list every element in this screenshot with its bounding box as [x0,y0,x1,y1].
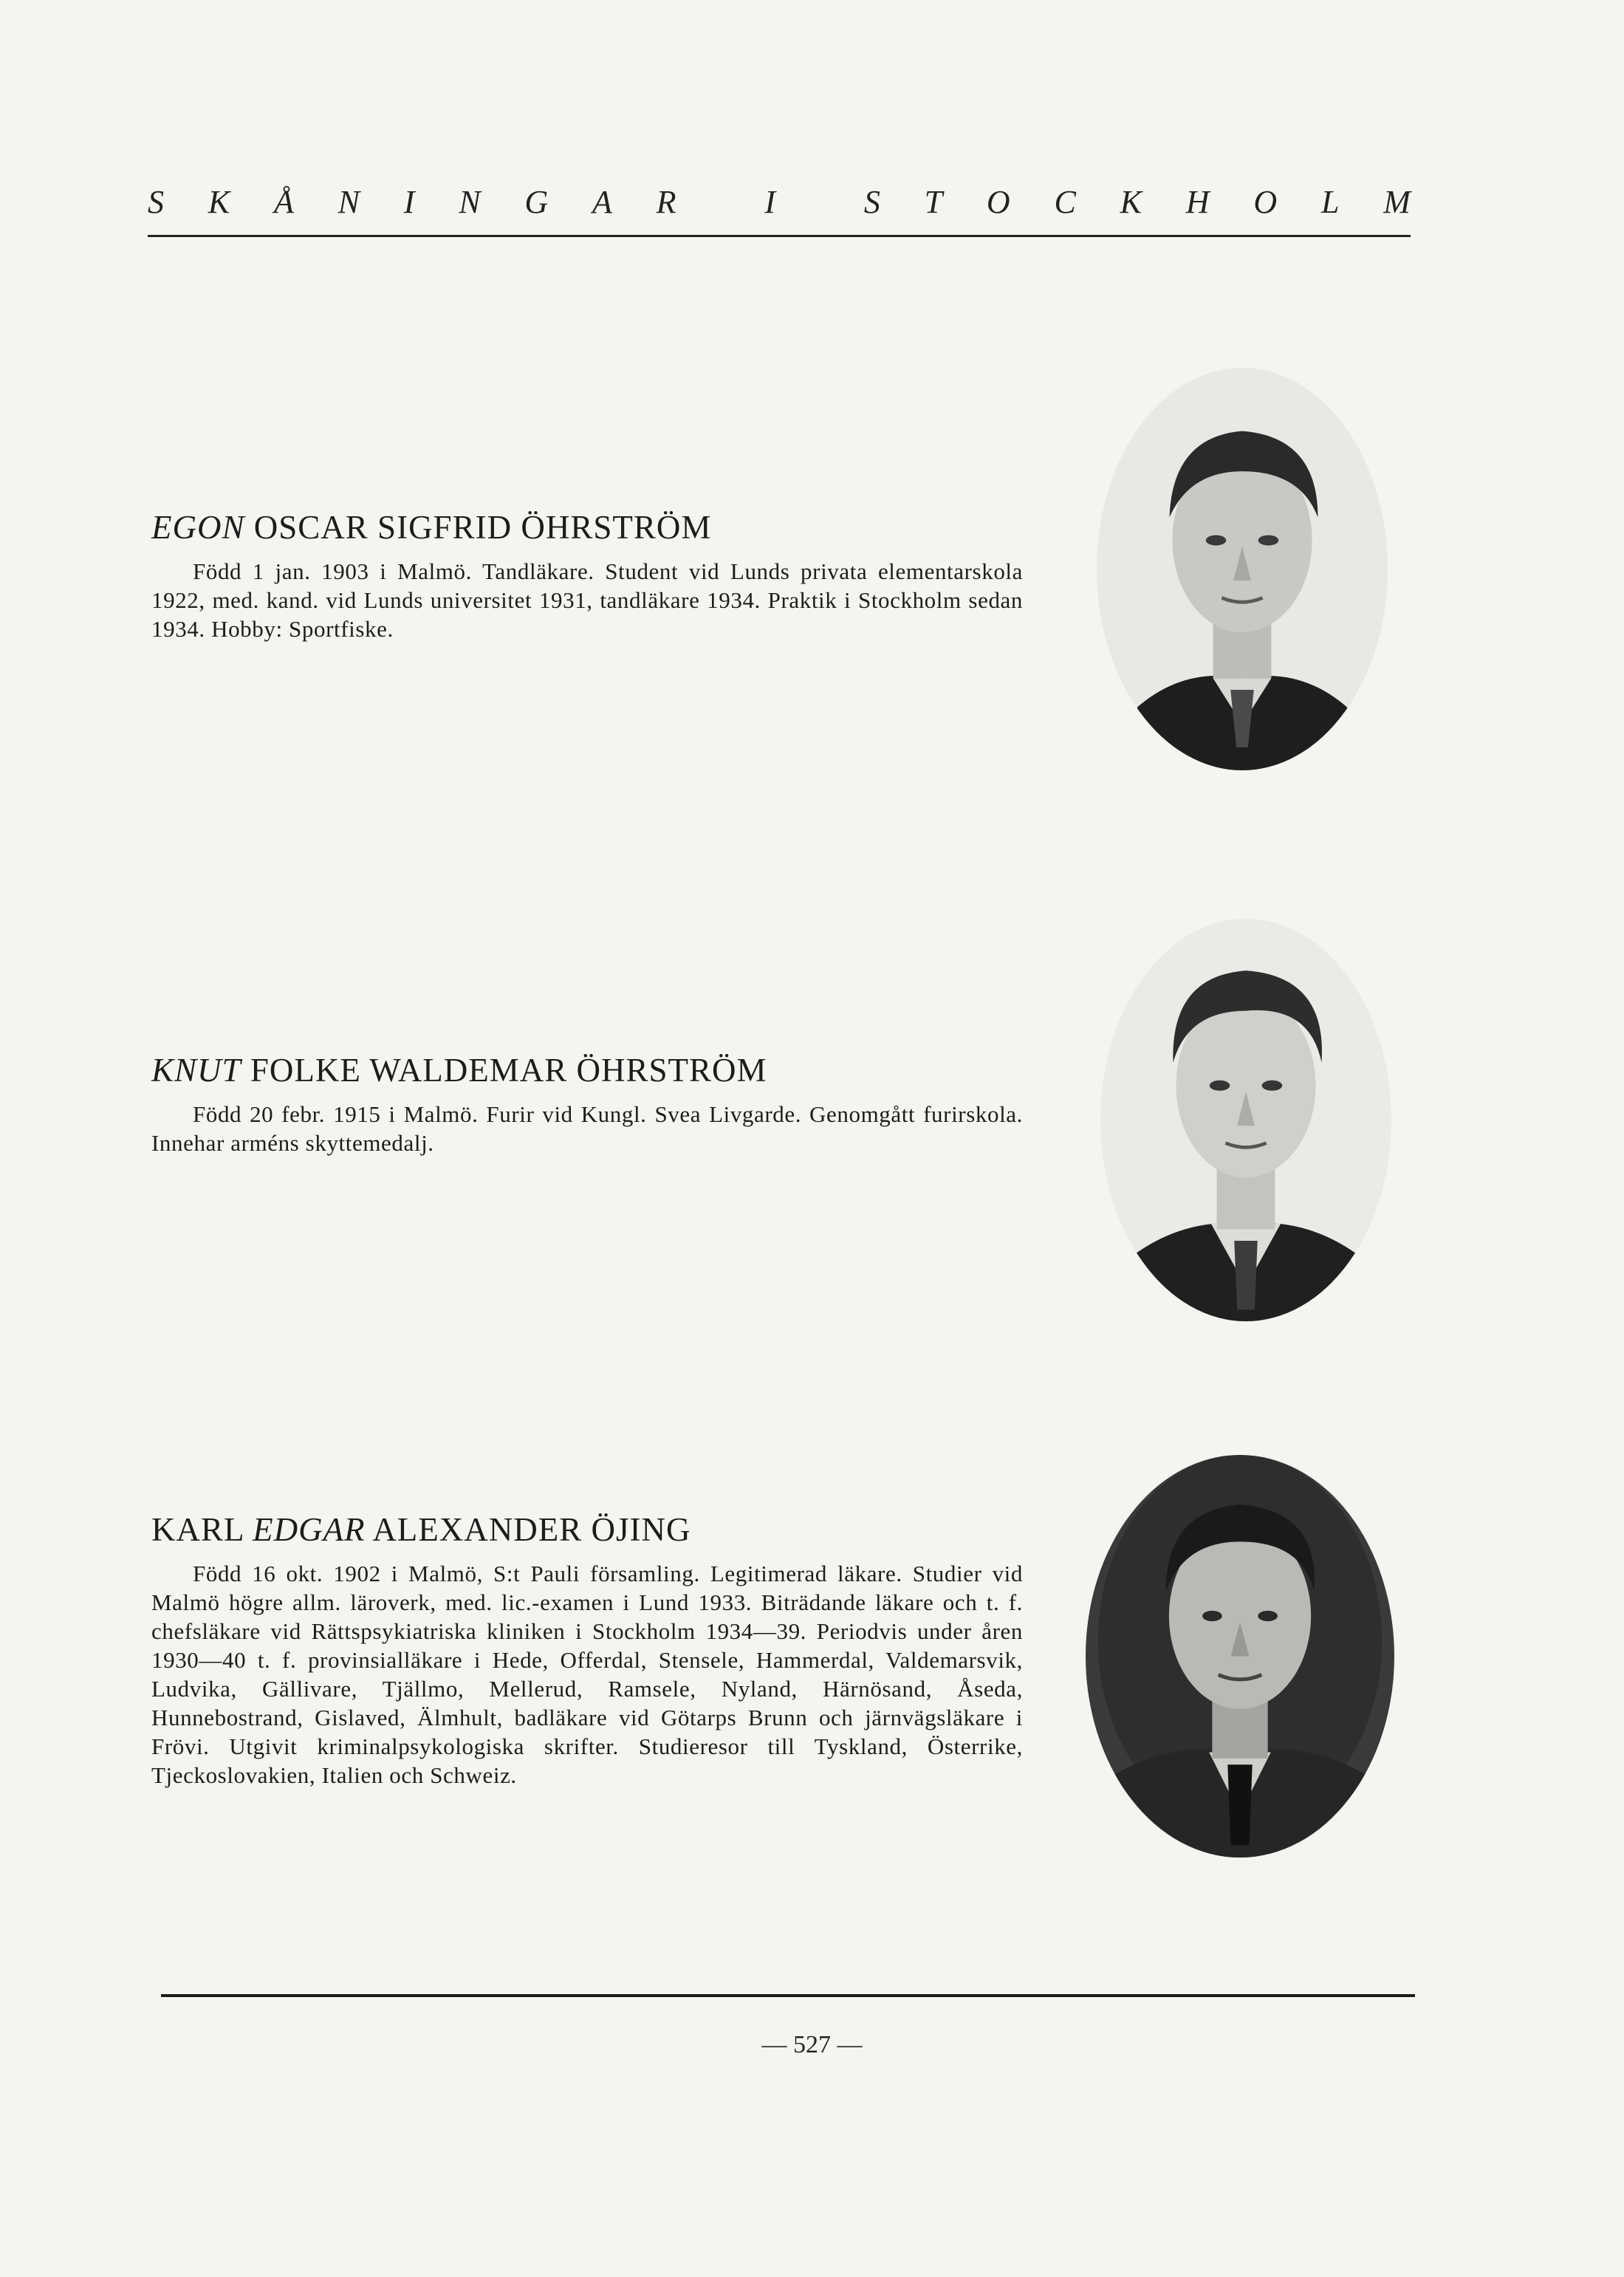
head-letter: Å [273,184,294,220]
entry-text: Född 1 jan. 1903 i Malmö. Tandläkare. Student vid Lunds privata elementarskola 1922, med. kand. vid Lunds universitet 1931, tandläkare 1934. Praktik i Stockholm sedan 1934. Hobby: Sportfiske. [151,558,1023,642]
entry-name [151,1051,1023,1089]
head-letter: K [1120,184,1142,220]
portrait-image [1097,368,1388,770]
entry-name [151,508,1023,547]
portrait-photo [1100,919,1391,1321]
portrait-image [1086,1455,1394,1857]
entry-name-rest: FOLKE WALDEMAR ÖHRSTRÖM [241,1052,767,1089]
entry-name [151,1510,1023,1549]
head-letter: M [1383,184,1411,220]
head-letter: N [459,184,481,220]
head-letter: A [592,184,612,220]
portrait-photo [1097,368,1388,770]
head-letter: S [863,184,880,220]
head-letter: K [208,184,230,220]
portrait-photo [1086,1455,1394,1857]
head-letter: N [338,184,360,220]
entry-name-italic: EGON [151,509,245,546]
head-letter: R [656,184,676,220]
head-letter: C [1054,184,1076,220]
biography-entry [151,508,1023,643]
running-head [148,183,1411,221]
footer-rule [161,1994,1415,1997]
entry-text: Född 16 okt. 1902 i Malmö, S:t Pauli församling. Legitimerad läkare. Studier vid Malmö högre allm. läroverk, med. lic.-examen i Lund 1933. Biträdande läkare och t. f. chefsläkare vid Rättspsykiatriska kliniken i Stockholm 1934—39. Periodvis under åren 1930—40 t. f. provinsialläkare i Hede, Offerdal, Stensele, Hammerdal, Valdemarsvik, Ludvika, Gällivare, Tjällmo, Mellerud, Ramsele, Nyland, Härnösand, Åseda, Hunnebostrand, Gislaved, Älmhult, badläkare vid Götarps Brunn och järnvägsläkare i Frövi. Utgivit kriminalpsykologiska skrifter. Studieresor till Tyskland, Österrike, Tjeckoslovakien, Italien och Schweiz. [151,1561,1023,1788]
entry-name-rest: ALEXANDER ÖJING [365,1511,691,1548]
head-letter: T [924,184,943,220]
portrait-image [1100,919,1391,1321]
head-letter: O [1253,184,1278,220]
head-letter: O [986,184,1010,220]
biography-entry [151,1510,1023,1790]
biography-entry [151,1051,1023,1157]
head-letter: H [1185,184,1210,220]
head-letter: I [764,184,776,220]
head-letter: G [524,184,549,220]
head-letter: I [403,184,415,220]
entry-name-pre: KARL [151,1511,253,1548]
page-number: — 527 — [761,2031,863,2058]
head-letter: S [148,184,164,220]
entry-name-rest: OSCAR SIGFRID ÖHRSTRÖM [244,509,712,546]
header-rule [148,235,1411,237]
entry-name-italic: KNUT [151,1052,241,1089]
entry-name-italic: EDGAR [253,1511,366,1548]
head-letter: L [1320,184,1340,220]
entry-text: Född 20 febr. 1915 i Malmö. Furir vid Kungl. Svea Livgarde. Genomgått furirskola. Innehar arméns skyttemedalj. [151,1101,1023,1156]
